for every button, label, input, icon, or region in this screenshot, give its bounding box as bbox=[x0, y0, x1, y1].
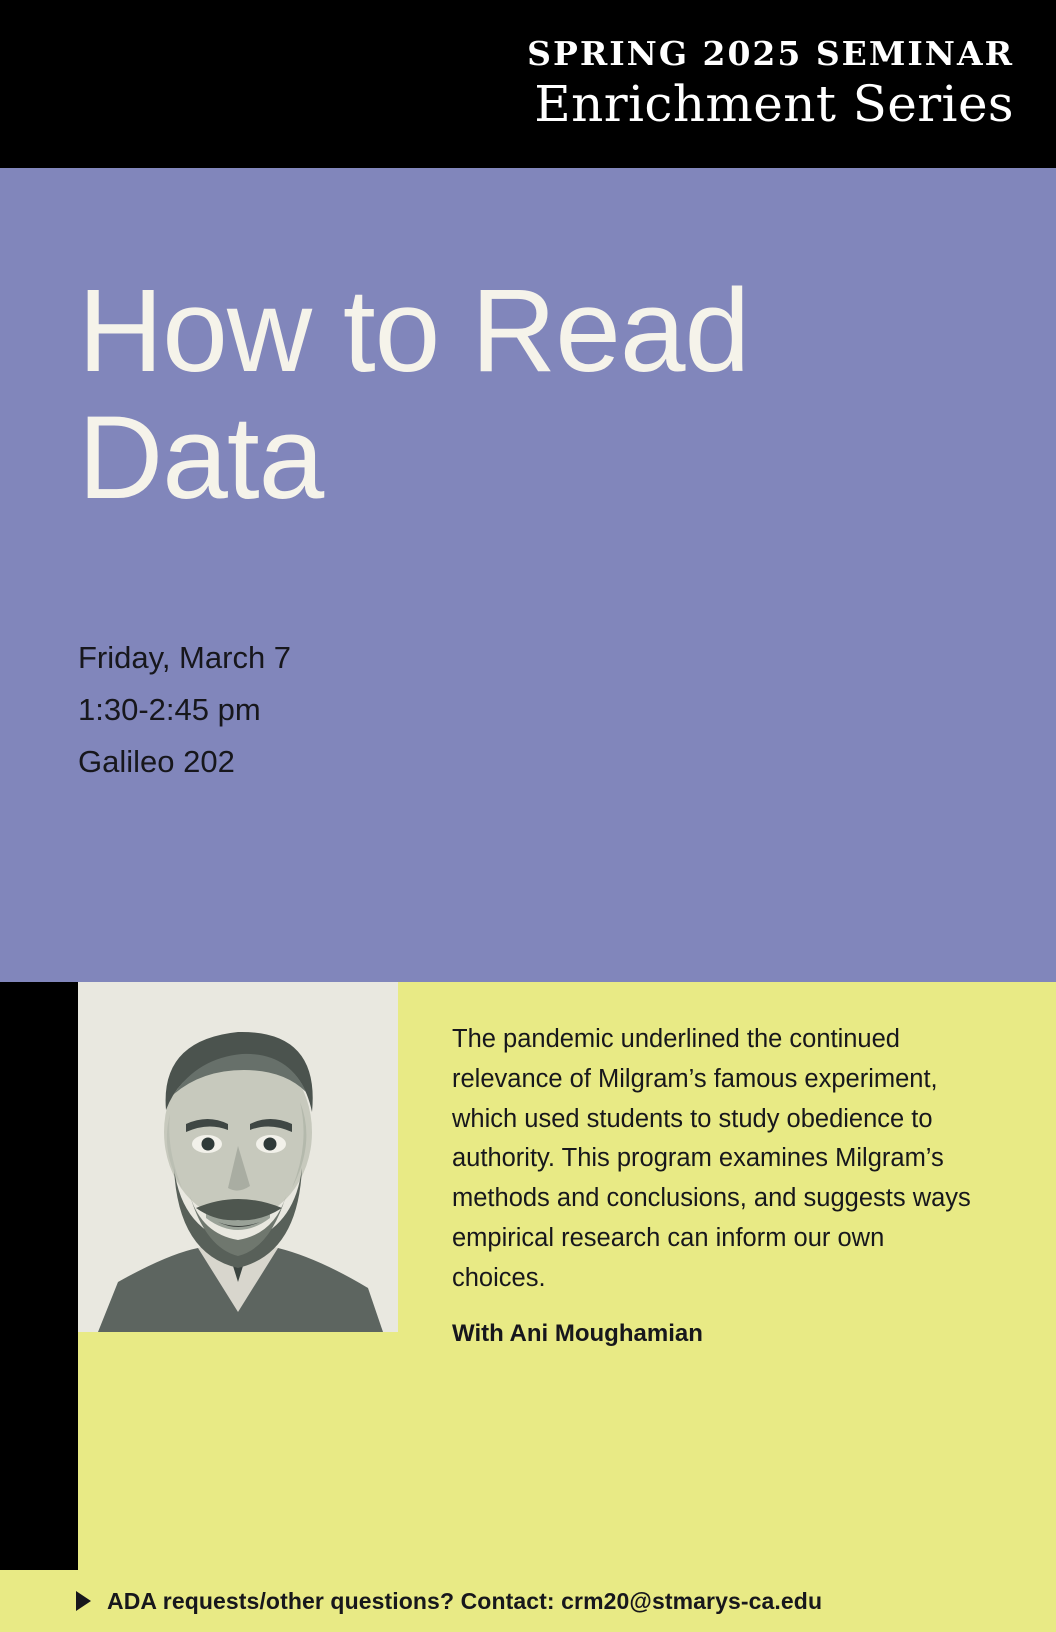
event-date: Friday, March 7 bbox=[78, 640, 292, 675]
event-details bbox=[78, 632, 291, 788]
seminar-kicker: SPRING 2025 SEMINAR bbox=[527, 34, 1014, 74]
series-title: Enrichment Series bbox=[534, 74, 1014, 133]
event-time: 1:30-2:45 pm bbox=[78, 692, 261, 728]
left-black-strip bbox=[0, 982, 78, 1632]
contact-info: ADA requests/other questions? Contact: crm20@stmarys-ca.edu bbox=[107, 1587, 823, 1614]
portrait-image bbox=[78, 982, 398, 1332]
poster-header bbox=[0, 0, 1056, 168]
main-panel bbox=[0, 168, 1056, 982]
event-location: Galileo 202 bbox=[78, 744, 235, 780]
page-title: How to Read Data bbox=[78, 265, 750, 525]
portrait-illustration-icon bbox=[78, 982, 398, 1332]
presenter-name: With Ani Moughamian bbox=[452, 1320, 703, 1347]
triangle-arrow-icon bbox=[76, 1591, 91, 1611]
description-text: The pandemic underlined the continued relevance of Milgram’s famous experiment, which used students to study obedience to authority. This program examines Milgram’s methods and conclusions, and suggests ways empirical research can inform our own choices. bbox=[452, 1025, 971, 1292]
poster-footer bbox=[0, 1570, 1056, 1632]
